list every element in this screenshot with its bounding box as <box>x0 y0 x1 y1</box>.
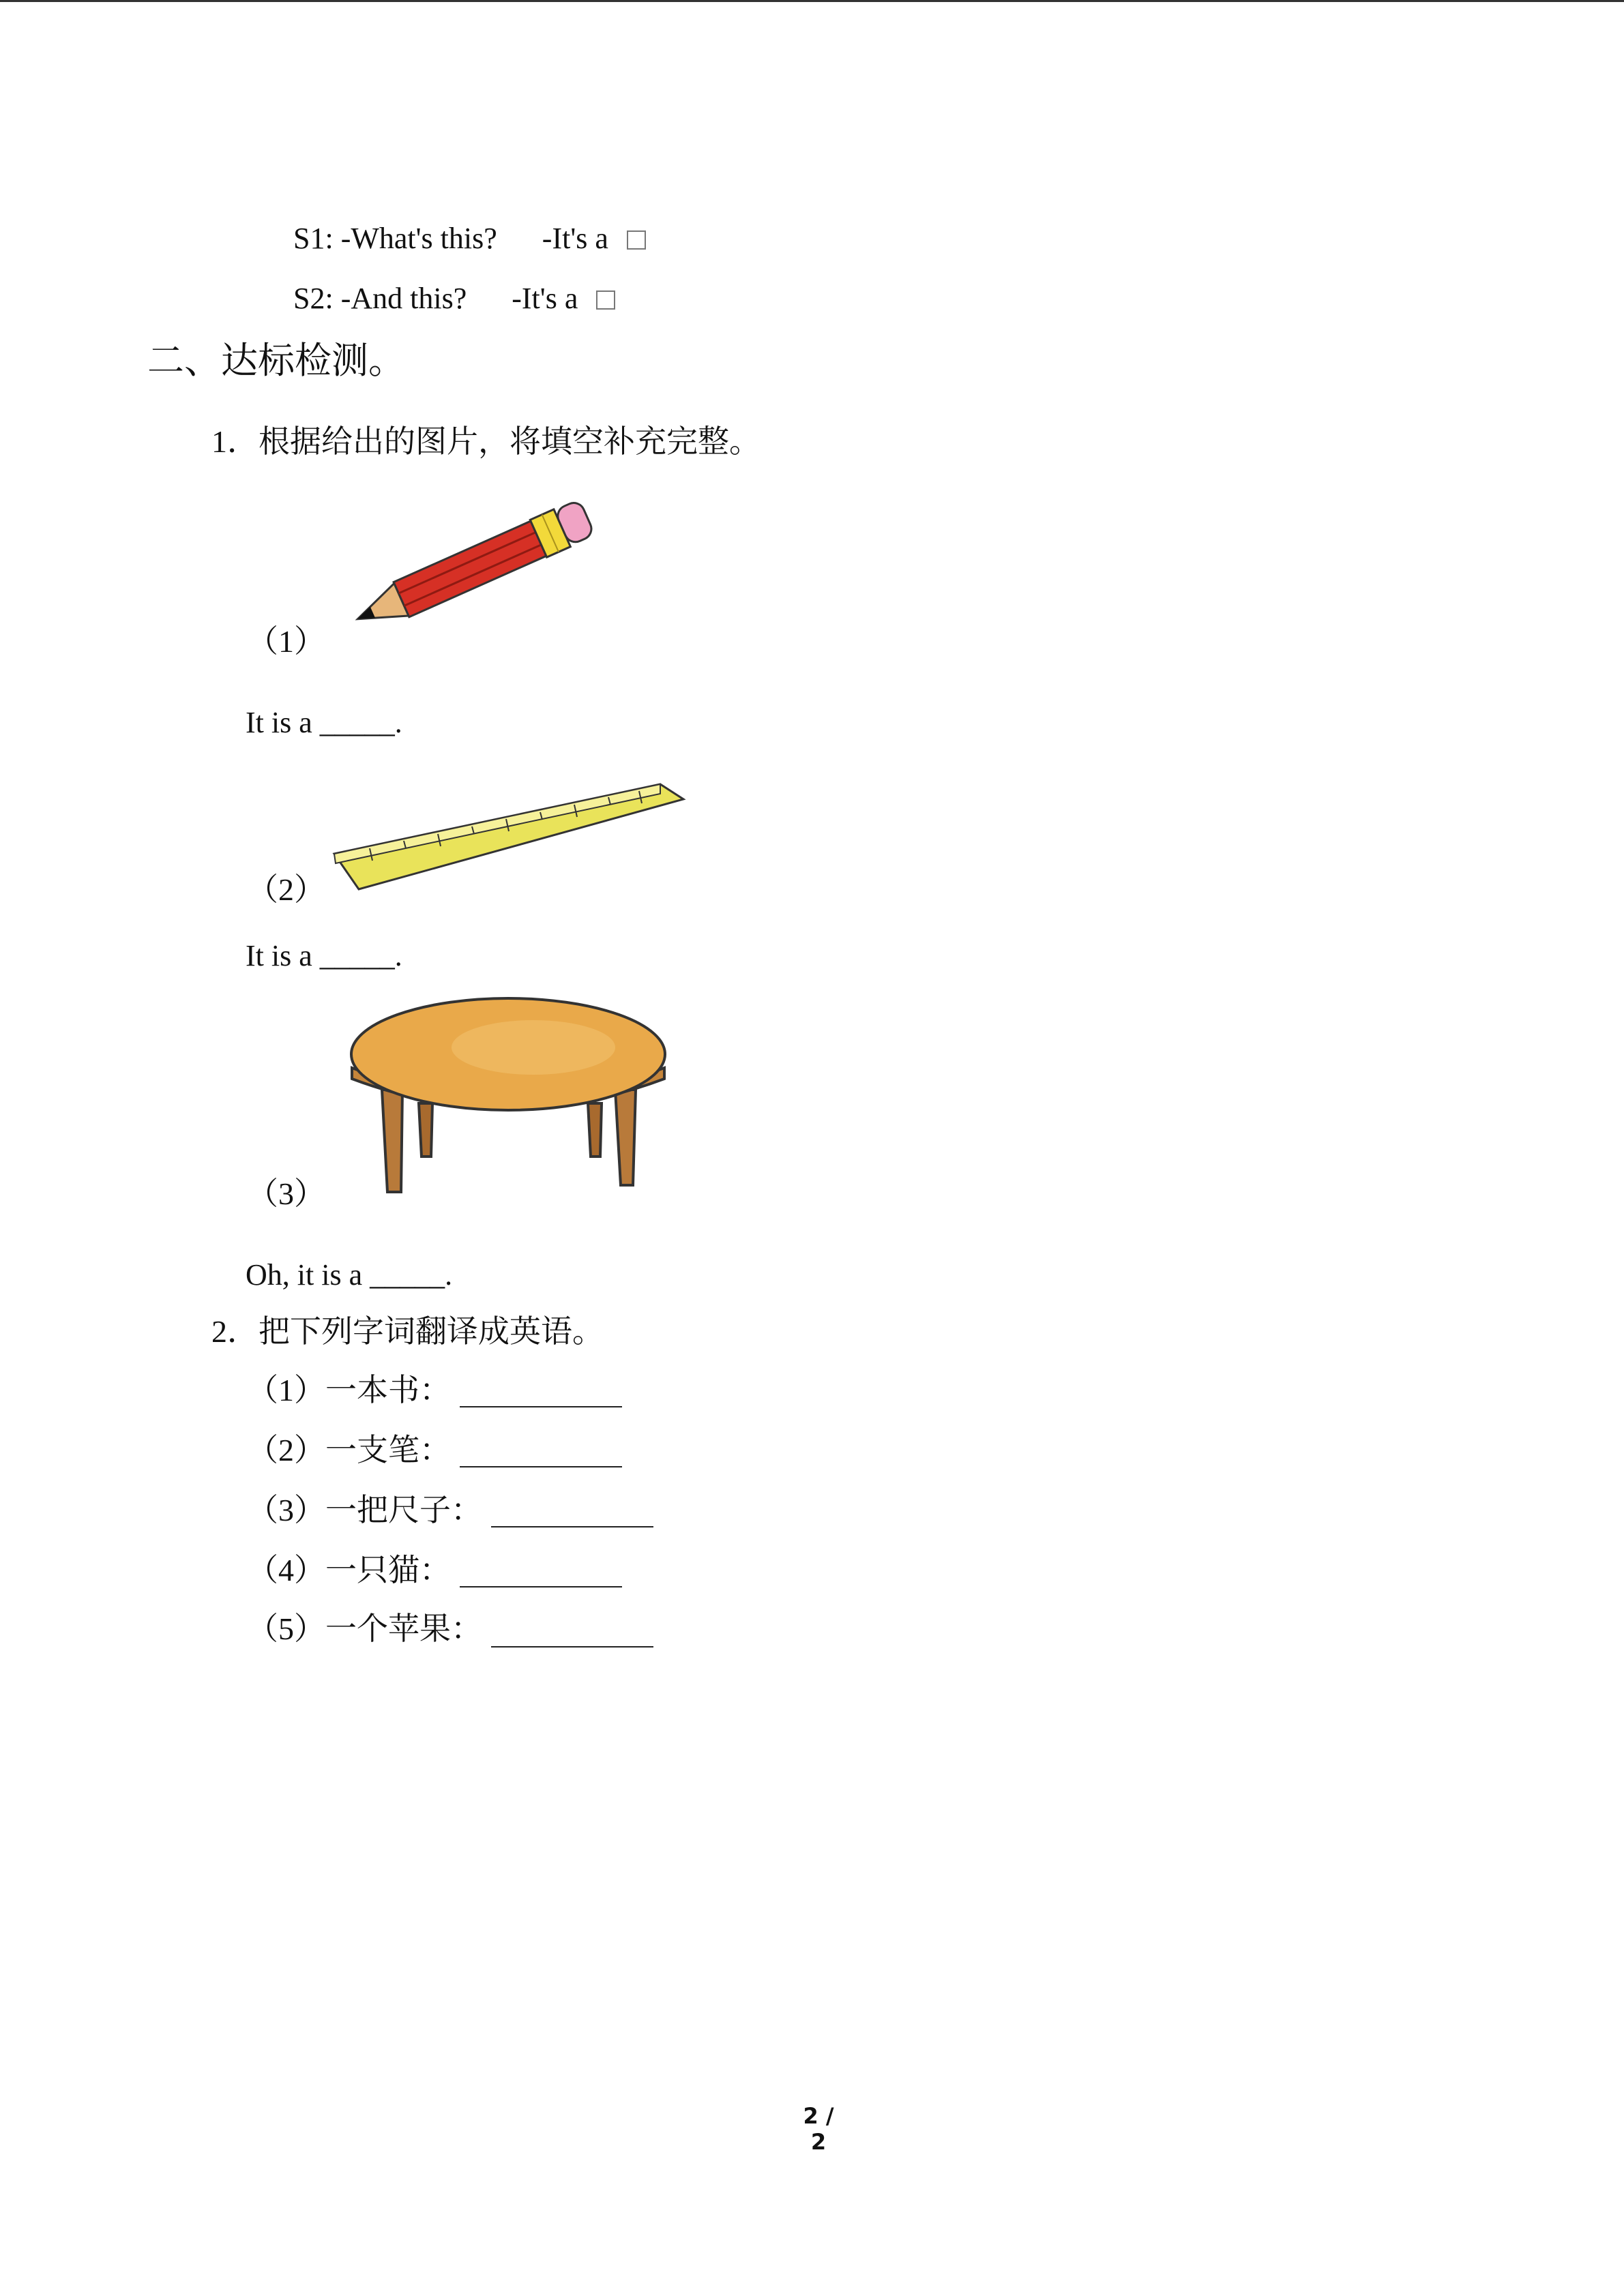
s2-question: S2: -And this? <box>293 282 467 315</box>
q2-item-4-label: （4）一只猫： <box>247 1553 451 1587</box>
q2-item-3-label: （3）一把尺子： <box>247 1493 482 1527</box>
page-number: 2 / 2 <box>803 2103 834 2155</box>
q2-item-4-blank[interactable] <box>460 1586 622 1587</box>
answer-box-1[interactable] <box>627 230 646 250</box>
s1-question: S1: -What's this? <box>293 222 497 255</box>
q2-item-5-label: （5）一个苹果： <box>247 1611 482 1646</box>
ruler-icon <box>329 739 686 900</box>
q1-item-1-sentence: It is a _____. <box>246 706 402 739</box>
s2-answer: -It's a <box>512 282 578 315</box>
q2-item-1-label: （1）一本书： <box>247 1373 451 1407</box>
pencil-icon <box>329 479 625 653</box>
q1-item-2-num: （2） <box>247 872 325 907</box>
q1-item-1-num: （1） <box>247 624 325 659</box>
q1-item-3-sentence: Oh, it is a _____. <box>246 1258 453 1292</box>
q2-item-1-blank[interactable] <box>460 1406 622 1407</box>
table-icon <box>329 987 688 1204</box>
s1-answer: -It's a <box>542 222 608 255</box>
q2-item-3-blank[interactable] <box>491 1526 653 1527</box>
q2-item-2-blank[interactable] <box>460 1466 622 1467</box>
dialogue-line-2 <box>293 284 615 314</box>
section-heading: 二、达标检测。 <box>147 340 405 381</box>
q2-title: 2．把下列字词翻译成英语。 <box>211 1314 604 1349</box>
answer-box-2[interactable] <box>596 290 615 310</box>
page-top-border <box>0 0 1624 2</box>
dialogue-line-1 <box>293 224 646 254</box>
q1-title: 1．根据给出的图片，将填空补充完整。 <box>211 424 761 459</box>
q1-item-3-num: （3） <box>247 1176 325 1211</box>
q1-item-2-sentence: It is a _____. <box>246 939 402 972</box>
q2-item-5-blank[interactable] <box>491 1646 653 1648</box>
q2-item-2-label: （2）一支笔： <box>247 1433 451 1467</box>
